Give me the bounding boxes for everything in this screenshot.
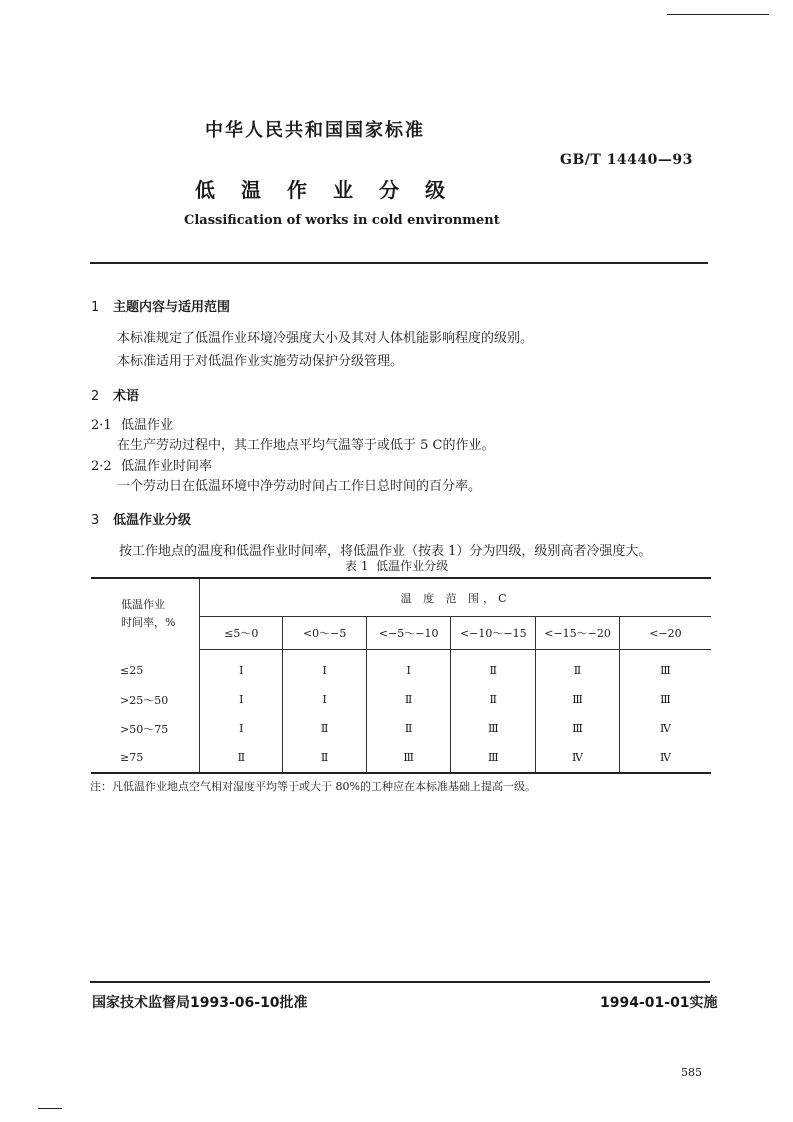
- section-1-paragraph-1: 本标准规定了低温作业环境冷强度大小及其对人体机能影响程度的级别。: [117, 331, 534, 346]
- grade-cell: Ⅱ: [366, 714, 451, 743]
- header-divider: [90, 262, 708, 264]
- grade-cell: Ⅳ: [659, 722, 671, 735]
- row-label: ≥75: [91, 743, 200, 773]
- bottom-left-scan-line: [38, 1108, 62, 1109]
- term-name: 低温作业: [121, 418, 174, 433]
- grade-cell: Ⅱ: [200, 743, 283, 773]
- grade-cell: Ⅲ: [660, 693, 671, 706]
- grading-table: [91, 577, 711, 774]
- section-title: 主题内容与适用范围: [113, 300, 231, 315]
- table-row: [91, 650, 711, 686]
- table-note: 注：凡低温作业地点空气相对湿度平均等于或大于 80%的工种应在本标准基础上提高一级。: [90, 780, 536, 793]
- term-name: 低温作业时间率: [121, 459, 213, 474]
- grade-cell: Ⅰ: [283, 685, 366, 714]
- national-standard-heading: 中华人民共和国国家标准: [205, 120, 425, 141]
- grade-cell: Ⅰ: [283, 650, 366, 686]
- section-3-intro: 按工作地点的温度和低温作业时间率，将低温作业（按表 1）分为四级，级别高者冷强度大。: [119, 544, 652, 559]
- row-label: ≤25: [91, 650, 200, 686]
- term-2-2: [91, 455, 212, 474]
- column-header: <−15～−20: [536, 617, 620, 650]
- grade-cell: Ⅲ: [536, 685, 620, 714]
- title-chinese: 低温作业分级: [195, 178, 471, 202]
- effective-date: 1994-01-01实施: [600, 995, 718, 1011]
- grade-cell: Ⅰ: [200, 685, 283, 714]
- term-2-1-definition: 在生产劳动过程中，其工作地点平均气温等于或低于 5 C的作业。: [117, 438, 495, 453]
- grade-cell: Ⅰ: [200, 650, 283, 686]
- top-right-scan-line: [667, 14, 769, 15]
- column-header: <0～−5: [283, 617, 366, 650]
- temperature-range-header: 温 度 范 围，C: [200, 578, 711, 617]
- row-header-line-2: 时间率，%: [121, 616, 176, 630]
- approval-text: 国家技术监督局1993-06-10批准: [92, 995, 308, 1011]
- table-caption: 表 1 低温作业分级: [345, 559, 449, 573]
- grade-cell: Ⅲ: [536, 714, 620, 743]
- row-label: >25～50: [91, 685, 200, 714]
- column-header: <−20: [619, 617, 711, 650]
- table-row: [91, 743, 711, 773]
- column-header: <−10～−15: [451, 617, 536, 650]
- row-header-line-1: 低温作业: [121, 598, 165, 612]
- footer-divider: [90, 981, 710, 983]
- grade-cell: Ⅰ: [200, 714, 283, 743]
- standard-code: GB/T 14440—93: [560, 152, 693, 168]
- section-2-heading: [91, 385, 139, 404]
- grade-cell: Ⅲ: [451, 743, 536, 773]
- row-header: [91, 578, 200, 650]
- grade-cell: Ⅲ: [660, 664, 671, 677]
- section-title: 低温作业分级: [113, 513, 192, 528]
- grade-cell: Ⅱ: [536, 650, 620, 686]
- page-number: 585: [681, 1066, 702, 1079]
- table-row: [91, 685, 711, 714]
- grade-cell: Ⅱ: [366, 685, 451, 714]
- column-header: <−5～−10: [366, 617, 451, 650]
- term-2-1: [91, 414, 173, 433]
- section-3-heading: [91, 509, 191, 528]
- section-1-paragraph-2: 本标准适用于对低温作业实施劳动保护分级管理。: [117, 354, 404, 369]
- grade-cell: Ⅱ: [283, 743, 366, 773]
- column-header: ≤5～0: [200, 617, 283, 650]
- grade-cell: Ⅳ: [536, 743, 620, 773]
- grade-cell: Ⅲ: [366, 743, 451, 773]
- grade-cell: Ⅲ: [451, 714, 536, 743]
- grade-cell: Ⅰ: [366, 650, 451, 686]
- section-title: 术语: [113, 389, 140, 404]
- section-1-heading: [91, 296, 230, 315]
- grade-cell: Ⅱ: [451, 650, 536, 686]
- grade-cell: Ⅱ: [283, 714, 366, 743]
- section-number: 1: [91, 300, 100, 315]
- table-row: [91, 714, 711, 743]
- term-number: 2·2: [91, 459, 112, 474]
- grade-cell: Ⅱ: [451, 685, 536, 714]
- title-english: Classification of works in cold environment: [184, 213, 500, 228]
- term-number: 2·1: [91, 418, 112, 433]
- section-number: 2: [91, 389, 100, 404]
- section-number: 3: [91, 513, 100, 528]
- grade-cell: Ⅳ: [619, 743, 711, 773]
- term-2-2-definition: 一个劳动日在低温环境中净劳动时间占工作日总时间的百分率。: [117, 479, 482, 494]
- row-label: >50～75: [91, 714, 200, 743]
